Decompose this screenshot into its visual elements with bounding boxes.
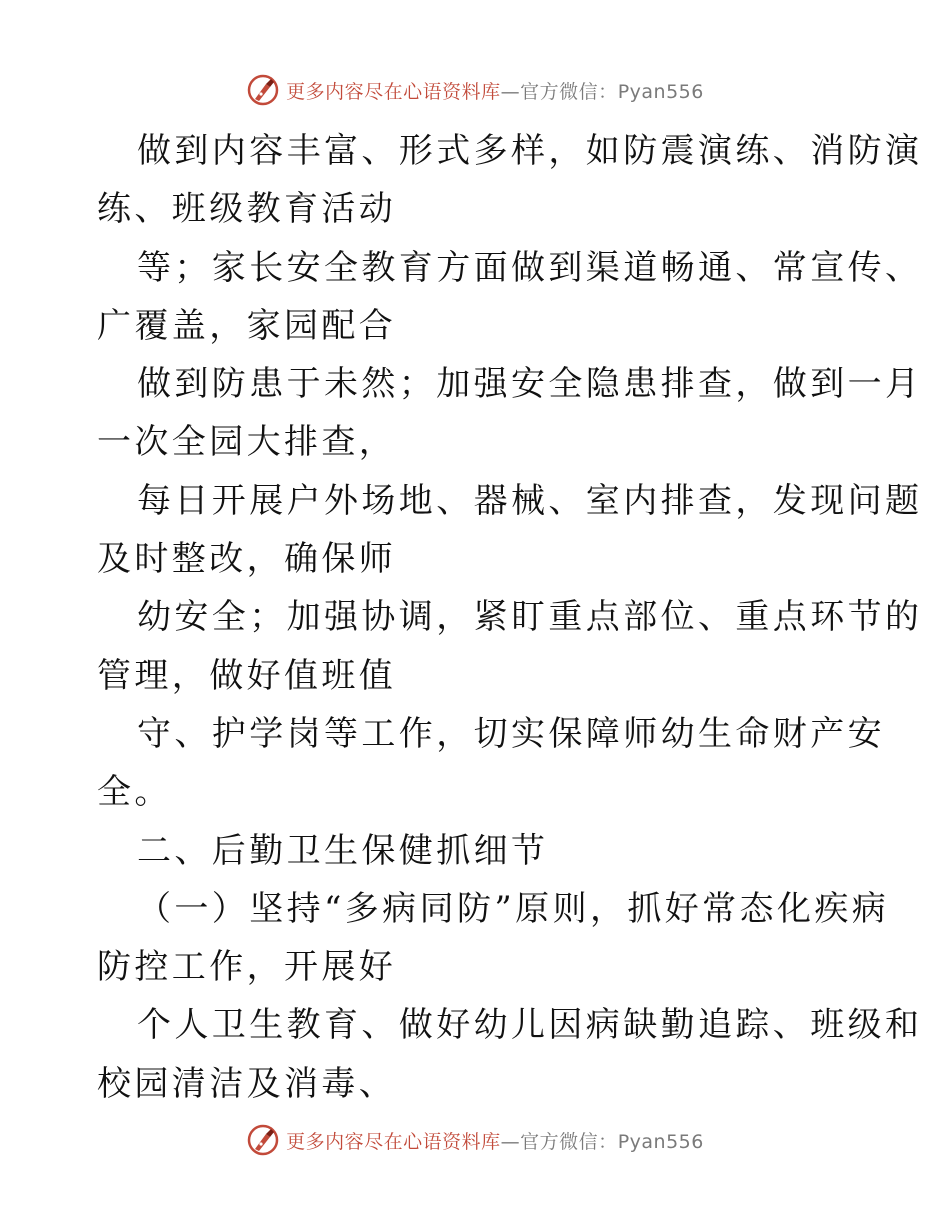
text-line: （一）坚持“多病同防”原则，抓好常态化疾病 xyxy=(137,888,890,929)
wechat-label: 官方微信： xyxy=(520,80,618,103)
text-line: 练、班级教育活动 xyxy=(97,189,397,230)
brand-text: 更多内容尽在心语资料库 xyxy=(286,80,501,103)
separator: — xyxy=(500,80,521,103)
header-banner xyxy=(0,70,950,110)
text-line: 管理，做好值班值 xyxy=(97,655,397,696)
pen-nib-logo-icon xyxy=(246,1123,280,1157)
text-line: 广覆盖，家园配合 xyxy=(97,305,397,346)
pen-nib-logo-icon xyxy=(246,73,280,107)
footer-banner-text xyxy=(286,1127,704,1154)
text-line: 每日开展户外场地、器械、室内排查，发现问题 xyxy=(137,480,923,521)
text-line: 做到防患于未然；加强安全隐患排查，做到一月 xyxy=(137,364,923,405)
document-body xyxy=(97,122,923,1113)
text-line: 等；家长安全教育方面做到渠道畅通、常宣传、 xyxy=(137,247,923,288)
text-line: 校园清洁及消毒、 xyxy=(97,1063,397,1104)
text-line: 及时整改，确保师 xyxy=(97,539,397,580)
wechat-id: Pyan556 xyxy=(617,1130,704,1153)
footer-banner xyxy=(0,1120,950,1160)
text-line: 幼安全；加强协调，紧盯重点部位、重点环节的 xyxy=(137,597,923,638)
text-line: 一次全园大排查， xyxy=(97,422,397,463)
text-line: 做到内容丰富、形式多样，如防震演练、消防演 xyxy=(137,131,923,171)
wechat-label: 官方微信： xyxy=(520,1130,618,1153)
text-line: 守、护学岗等工作，切实保障师幼生命财产安 xyxy=(137,713,885,754)
wechat-id: Pyan556 xyxy=(617,80,704,103)
header-banner-text xyxy=(286,77,704,104)
brand-text: 更多内容尽在心语资料库 xyxy=(286,1130,501,1153)
text-line: 全。 xyxy=(97,772,172,813)
section-heading: 二、后勤卫生保健抓细节 xyxy=(137,830,549,871)
text-line: 防控工作，开展好 xyxy=(97,947,397,988)
separator: — xyxy=(500,1130,521,1153)
text-line: 个人卫生教育、做好幼儿因病缺勤追踪、班级和 xyxy=(137,1005,923,1046)
